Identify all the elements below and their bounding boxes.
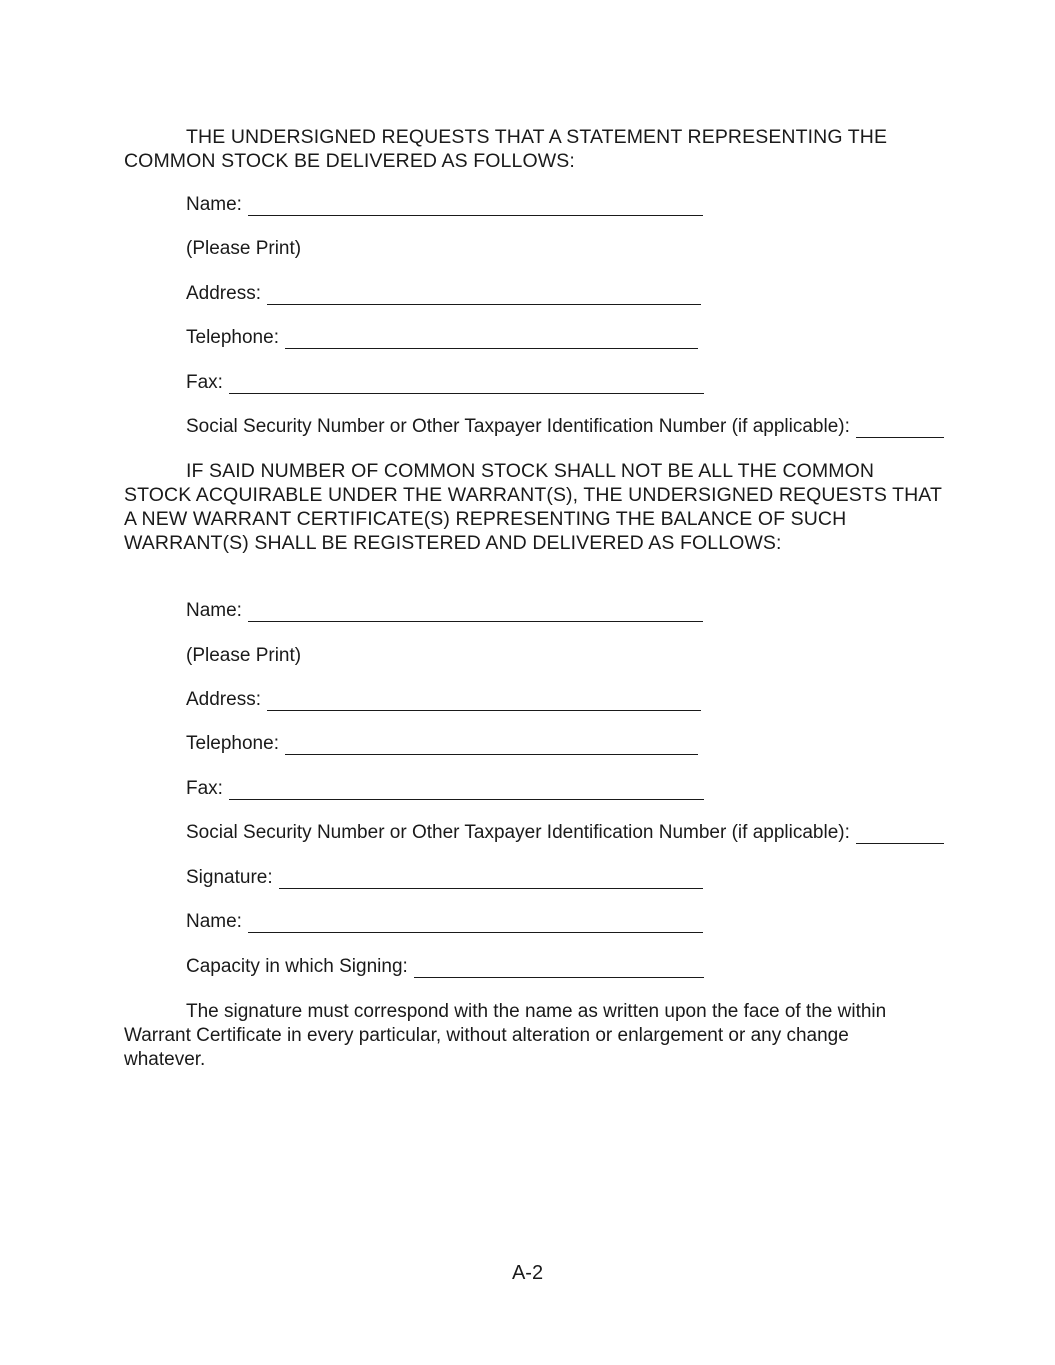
page-number: A-2 [511, 1262, 544, 1284]
name-label: Name: [186, 600, 242, 621]
section2-name-field [186, 600, 703, 622]
signer-name-field [186, 911, 703, 933]
name-input-line[interactable] [248, 196, 703, 216]
ssn-label: Social Security Number or Other Taxpayer Identification Number (if applicable): [186, 416, 850, 437]
please-print-note: (Please Print) [186, 645, 302, 666]
signer-name-label: Name: [186, 911, 242, 932]
closing-paragraph: The signature must correspond with the name as written upon the face of the within Warrant Certificate in every particular, without alteration or enlargement or any change whatever. [124, 1001, 887, 1070]
capacity-field [186, 956, 704, 978]
ssn-input-line[interactable] [856, 824, 944, 844]
name-label: Name: [186, 194, 242, 215]
section1-ssn-field [186, 416, 944, 438]
signature-label: Signature: [186, 867, 273, 888]
section1-telephone-field [186, 327, 698, 349]
name-input-line[interactable] [248, 602, 703, 622]
fax-label: Fax: [186, 778, 223, 799]
address-input-line[interactable] [267, 285, 701, 305]
address-input-line[interactable] [267, 691, 701, 711]
telephone-input-line[interactable] [285, 735, 698, 755]
ssn-label: Social Security Number or Other Taxpayer Identification Number (if applicable): [186, 822, 850, 843]
ssn-input-line[interactable] [856, 418, 944, 438]
section1-address-field [186, 283, 701, 305]
section2-telephone-field [186, 733, 698, 755]
signature-input-line[interactable] [279, 869, 703, 889]
signer-name-input-line[interactable] [248, 913, 703, 933]
capacity-label: Capacity in which Signing: [186, 956, 408, 977]
section1-fax-field [186, 372, 704, 394]
telephone-label: Telephone: [186, 327, 279, 348]
telephone-input-line[interactable] [285, 329, 698, 349]
address-label: Address: [186, 689, 261, 710]
fax-label: Fax: [186, 372, 223, 393]
telephone-label: Telephone: [186, 733, 279, 754]
section2-address-field [186, 689, 701, 711]
section2-fax-field [186, 778, 704, 800]
section1-heading: THE UNDERSIGNED REQUESTS THAT A STATEMENT REPRESENTING THE COMMON STOCK BE DELIVERED AS FOLLOWS: [124, 126, 888, 172]
section1-name-field [186, 194, 703, 216]
capacity-input-line[interactable] [414, 958, 704, 978]
signature-field [186, 867, 703, 889]
please-print-note: (Please Print) [186, 238, 302, 259]
fax-input-line[interactable] [229, 780, 704, 800]
section2-heading: IF SAID NUMBER OF COMMON STOCK SHALL NOT BE ALL THE COMMON STOCK ACQUIRABLE UNDER THE WARRANT(S), THE UNDERSIGNED REQUESTS THAT A NEW WARRANT CERTIFICATE(S) REPRESENTING THE BALANCE OF SUCH WARRANT(S) SHALL BE REGISTERED AND DELIVERED AS FOLLOWS: [124, 460, 942, 554]
fax-input-line[interactable] [229, 374, 704, 394]
address-label: Address: [186, 283, 261, 304]
section2-ssn-field [186, 822, 944, 844]
